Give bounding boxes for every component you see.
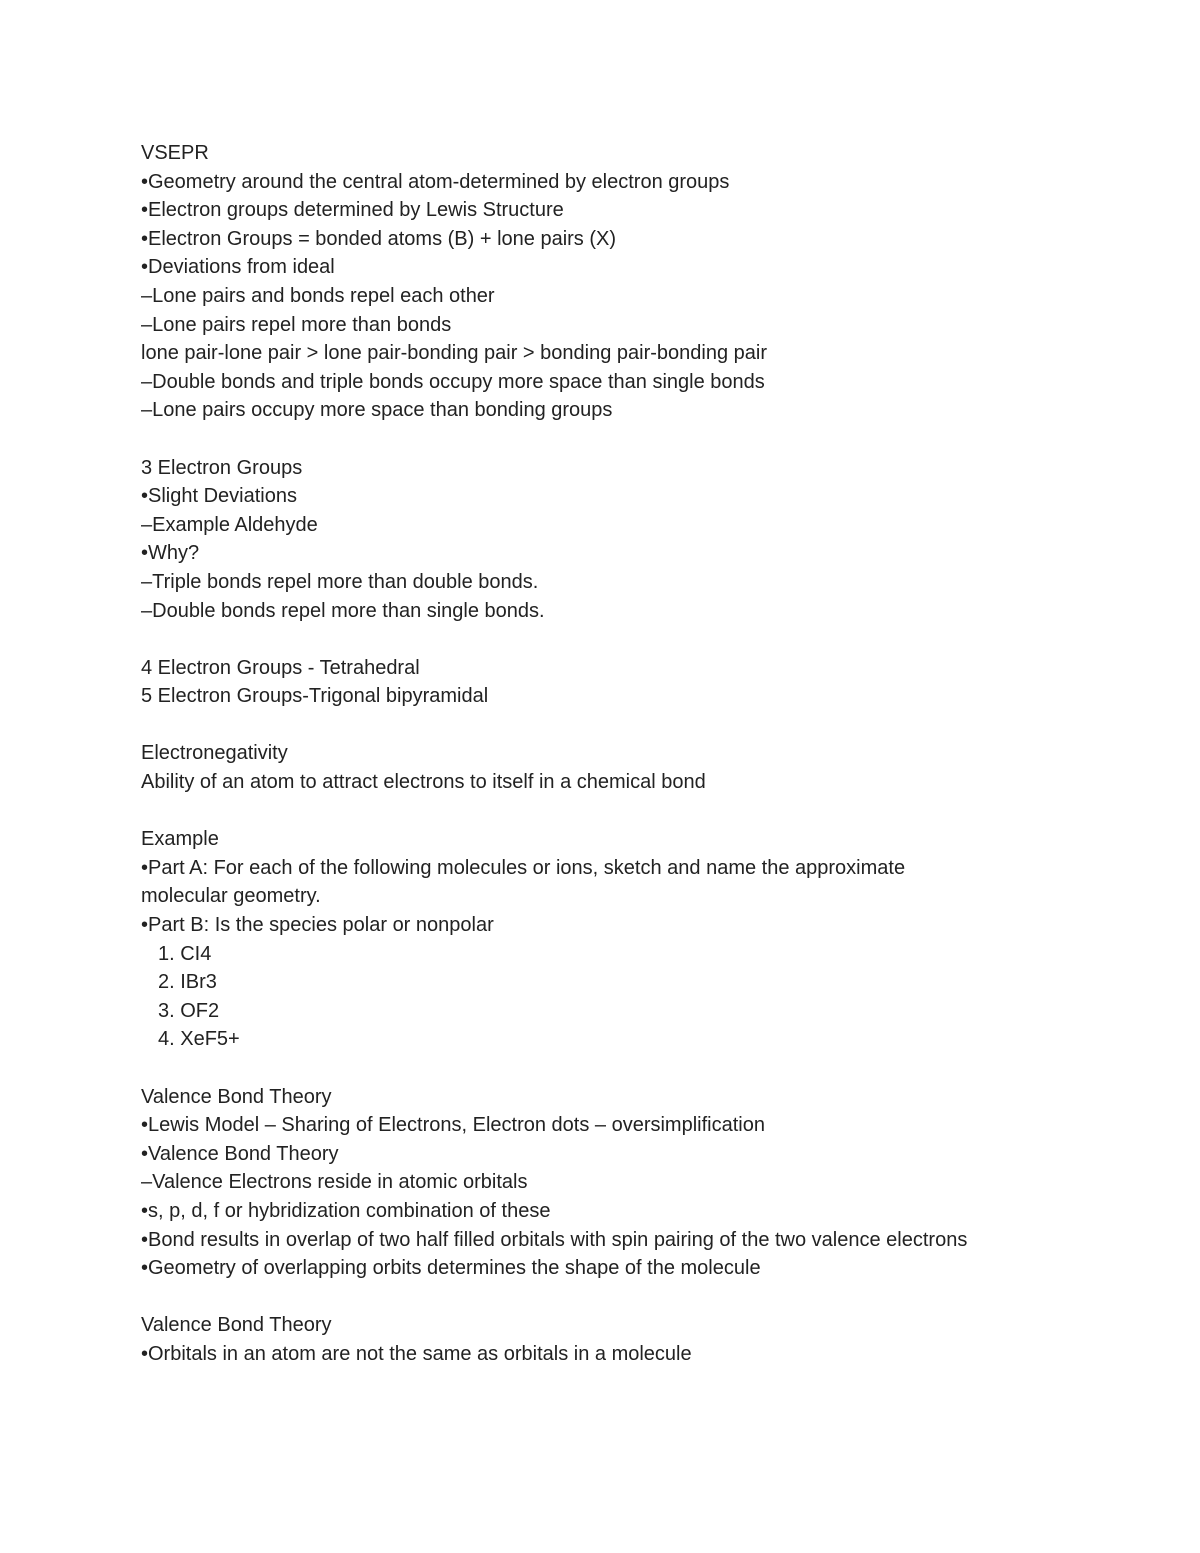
blank-line — [141, 425, 1161, 454]
text-line: 5 Electron Groups-Trigonal bipyramidal — [141, 685, 489, 708]
text-line: •Part A: For each of the following molecules or ions, sketch and name the approximate — [141, 856, 906, 879]
text-line: •Valence Bond Theory — [141, 1142, 339, 1165]
text-line: •Part B: Is the species polar or nonpolar — [141, 914, 494, 937]
blank-line — [141, 1283, 1161, 1312]
text-line: •Electron Groups = bonded atoms (B) + lone pairs (X) — [141, 227, 617, 250]
section-heading-electronegativity: Electronegativity — [141, 742, 288, 765]
blank-line — [141, 1054, 1161, 1083]
document-body — [141, 139, 1161, 1369]
blank-line — [141, 625, 1161, 654]
list-item: 3. OF2 — [158, 999, 220, 1022]
text-line: •Orbitals in an atom are not the same as orbitals in a molecule — [141, 1342, 692, 1365]
text-line: –Lone pairs occupy more space than bonding groups — [141, 399, 613, 422]
list-item: 1. CI4 — [158, 942, 212, 965]
text-line: –Valence Electrons reside in atomic orbitals — [141, 1171, 528, 1194]
list-item: 2. IBr3 — [158, 971, 217, 994]
text-line: –Example Aldehyde — [141, 513, 318, 536]
text-line: molecular geometry. — [141, 885, 321, 908]
text-line: –Lone pairs repel more than bonds — [141, 313, 452, 336]
text-line: Ability of an atom to attract electrons to itself in a chemical bond — [141, 771, 706, 794]
text-line: •s, p, d, f or hybridization combination of these — [141, 1199, 551, 1222]
text-line: –Double bonds and triple bonds occupy more space than single bonds — [141, 370, 765, 393]
section-heading-valence-bond-theory: Valence Bond Theory — [141, 1085, 332, 1108]
text-line: •Why? — [141, 542, 200, 565]
text-line: –Triple bonds repel more than double bonds. — [141, 570, 539, 593]
section-heading-valence-bond-theory: Valence Bond Theory — [141, 1314, 332, 1337]
section-heading-vsepr: VSEPR — [141, 142, 209, 164]
text-line: lone pair-lone pair > lone pair-bonding pair > bonding pair-bonding pair — [141, 342, 767, 365]
section-heading-three-groups: 3 Electron Groups — [141, 456, 303, 479]
section-heading-example: Example — [141, 828, 219, 851]
list-item: 4. XeF5+ — [158, 1028, 240, 1051]
text-line: •Electron groups determined by Lewis Structure — [141, 199, 564, 222]
text-line: 4 Electron Groups - Tetrahedral — [141, 656, 420, 679]
text-line: •Geometry around the central atom-determined by electron groups — [141, 170, 730, 193]
text-line: –Double bonds repel more than single bonds. — [141, 599, 545, 622]
text-line: •Slight Deviations — [141, 485, 297, 508]
blank-line — [141, 797, 1161, 826]
text-line: •Geometry of overlapping orbits determines the shape of the molecule — [141, 1257, 761, 1280]
text-line: –Lone pairs and bonds repel each other — [141, 284, 495, 307]
text-line: •Deviations from ideal — [141, 256, 335, 279]
blank-line — [141, 711, 1161, 740]
text-line: •Lewis Model – Sharing of Electrons, Electron dots – oversimplification — [141, 1114, 765, 1137]
text-line: •Bond results in overlap of two half filled orbitals with spin pairing of the two valence electrons — [141, 1228, 968, 1251]
